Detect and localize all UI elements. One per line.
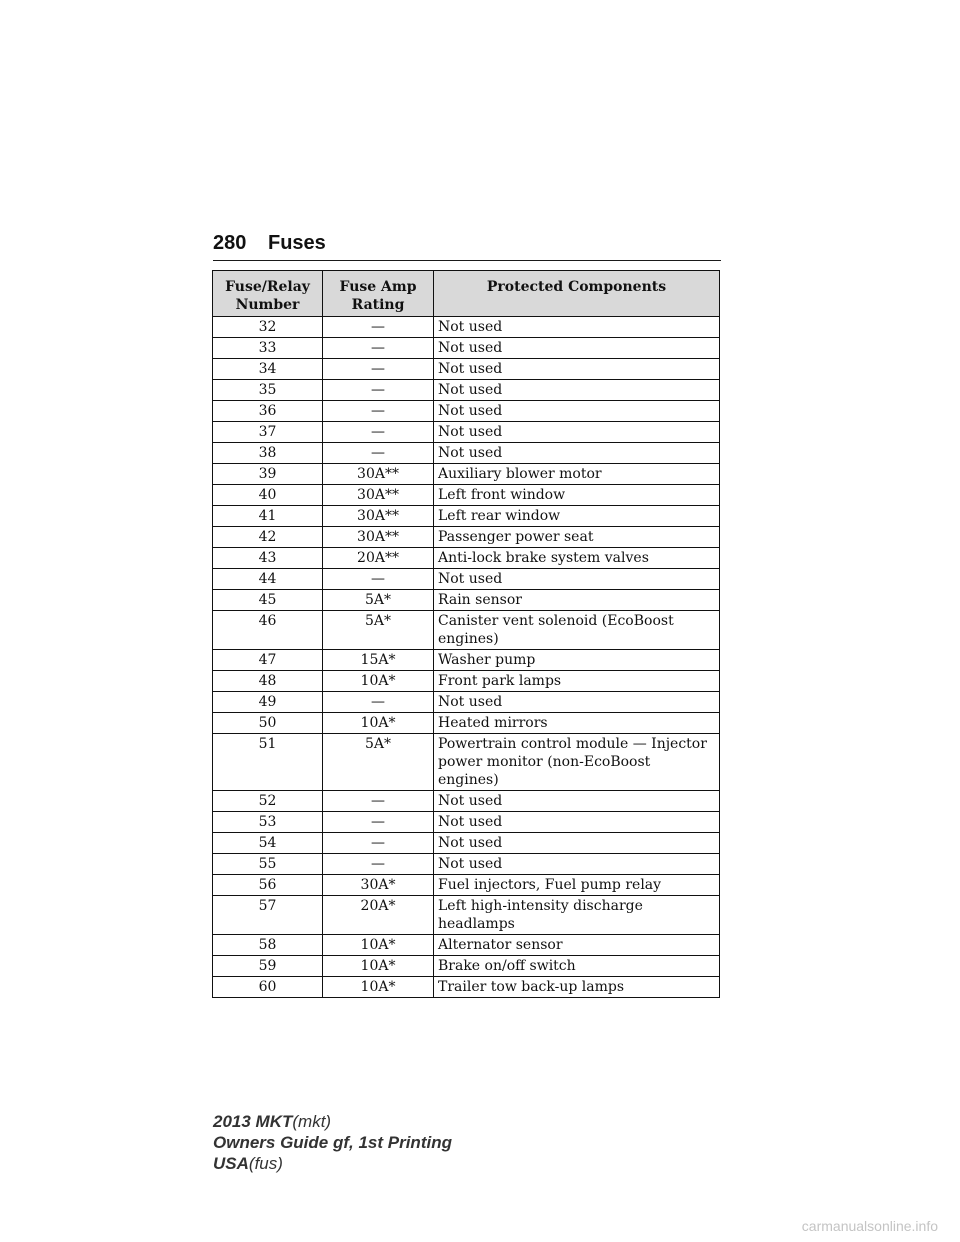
protected-component-cell: Left high-intensity discharge headlamps bbox=[434, 896, 720, 935]
table-row bbox=[213, 569, 720, 590]
fuse-rating-cell: 30A** bbox=[323, 527, 434, 548]
fuse-number-cell: 39 bbox=[213, 464, 323, 485]
protected-component-cell: Powertrain control module — Injector power monitor (non-EcoBoost engines) bbox=[434, 734, 720, 791]
protected-component-cell: Anti-lock brake system valves bbox=[434, 548, 720, 569]
fuse-rating-cell: — bbox=[323, 812, 434, 833]
footer-line-1: 2013 MKT(mkt) bbox=[213, 1112, 332, 1131]
protected-component-cell: Not used bbox=[434, 569, 720, 590]
protected-component-cell: Brake on/off switch bbox=[434, 956, 720, 977]
fuse-rating-cell: 30A** bbox=[323, 485, 434, 506]
table-row bbox=[213, 671, 720, 692]
fuse-number-cell: 56 bbox=[213, 875, 323, 896]
table-row bbox=[213, 527, 720, 548]
fuse-rating-cell: 20A** bbox=[323, 548, 434, 569]
fuse-rating-cell: — bbox=[323, 854, 434, 875]
table-row bbox=[213, 713, 720, 734]
header-fuse-amp-rating: Fuse Amp Rating bbox=[323, 271, 434, 317]
table-row bbox=[213, 611, 720, 650]
table-row bbox=[213, 692, 720, 713]
protected-component-cell: Washer pump bbox=[434, 650, 720, 671]
fuse-rating-cell: — bbox=[323, 338, 434, 359]
fuse-rating-cell: — bbox=[323, 317, 434, 338]
protected-component-cell: Not used bbox=[434, 443, 720, 464]
table-row bbox=[213, 380, 720, 401]
table-row bbox=[213, 875, 720, 896]
fuse-rating-cell: 10A* bbox=[323, 977, 434, 998]
fuse-number-cell: 54 bbox=[213, 833, 323, 854]
fuse-rating-cell: — bbox=[323, 380, 434, 401]
footer-line-2: Owners Guide gf, 1st Printing bbox=[213, 1133, 452, 1152]
table-row bbox=[213, 791, 720, 812]
fuse-number-cell: 50 bbox=[213, 713, 323, 734]
fuse-number-cell: 45 bbox=[213, 590, 323, 611]
fuse-rating-cell: 20A* bbox=[323, 896, 434, 935]
protected-component-cell: Passenger power seat bbox=[434, 527, 720, 548]
fuse-number-cell: 60 bbox=[213, 977, 323, 998]
fuse-number-cell: 49 bbox=[213, 692, 323, 713]
protected-component-cell: Not used bbox=[434, 422, 720, 443]
fuse-number-cell: 38 bbox=[213, 443, 323, 464]
fuse-rating-cell: — bbox=[323, 791, 434, 812]
fuse-number-cell: 36 bbox=[213, 401, 323, 422]
protected-component-cell: Not used bbox=[434, 401, 720, 422]
fuse-number-cell: 43 bbox=[213, 548, 323, 569]
table-row bbox=[213, 422, 720, 443]
protected-component-cell: Trailer tow back-up lamps bbox=[434, 977, 720, 998]
protected-component-cell: Canister vent solenoid (EcoBoost engines) bbox=[434, 611, 720, 650]
table-row bbox=[213, 317, 720, 338]
protected-component-cell: Not used bbox=[434, 791, 720, 812]
fuse-rating-cell: — bbox=[323, 443, 434, 464]
protected-component-cell: Auxiliary blower motor bbox=[434, 464, 720, 485]
fuse-number-cell: 47 bbox=[213, 650, 323, 671]
fuse-rating-cell: — bbox=[323, 692, 434, 713]
fuse-rating-cell: 10A* bbox=[323, 956, 434, 977]
fuse-number-cell: 35 bbox=[213, 380, 323, 401]
fuse-number-cell: 46 bbox=[213, 611, 323, 650]
fuse-rating-cell: 5A* bbox=[323, 734, 434, 791]
protected-component-cell: Not used bbox=[434, 380, 720, 401]
table-row bbox=[213, 833, 720, 854]
page-header bbox=[213, 230, 721, 261]
protected-component-cell: Left rear window bbox=[434, 506, 720, 527]
table-row bbox=[213, 650, 720, 671]
fuse-number-cell: 34 bbox=[213, 359, 323, 380]
protected-component-cell: Left front window bbox=[434, 485, 720, 506]
fuse-rating-cell: 5A* bbox=[323, 590, 434, 611]
protected-component-cell: Heated mirrors bbox=[434, 713, 720, 734]
fuse-rating-cell: 10A* bbox=[323, 935, 434, 956]
table-row bbox=[213, 590, 720, 611]
fuse-number-cell: 40 bbox=[213, 485, 323, 506]
table-row bbox=[213, 854, 720, 875]
protected-component-cell: Not used bbox=[434, 812, 720, 833]
protected-component-cell: Fuel injectors, Fuel pump relay bbox=[434, 875, 720, 896]
table-row bbox=[213, 812, 720, 833]
fuse-rating-cell: — bbox=[323, 422, 434, 443]
table-row bbox=[213, 734, 720, 791]
fuse-rating-cell: 30A** bbox=[323, 464, 434, 485]
table-row bbox=[213, 464, 720, 485]
fuse-number-cell: 52 bbox=[213, 791, 323, 812]
fuse-rating-cell: 15A* bbox=[323, 650, 434, 671]
table-row bbox=[213, 548, 720, 569]
fuse-number-cell: 57 bbox=[213, 896, 323, 935]
page-number: 280 bbox=[213, 232, 247, 254]
watermark: carmanualsonline.info bbox=[801, 1218, 938, 1234]
footer-line-3: USA(fus) bbox=[213, 1154, 283, 1173]
document-footer bbox=[213, 1111, 452, 1174]
table-row bbox=[213, 935, 720, 956]
table-row bbox=[213, 401, 720, 422]
table-row bbox=[213, 359, 720, 380]
fuse-number-cell: 51 bbox=[213, 734, 323, 791]
header-fuse-relay-number: Fuse/Relay Number bbox=[213, 271, 323, 317]
header-protected-components: Protected Components bbox=[434, 271, 720, 317]
protected-component-cell: Not used bbox=[434, 833, 720, 854]
fuse-table-body bbox=[213, 317, 720, 998]
table-row bbox=[213, 443, 720, 464]
fuse-number-cell: 48 bbox=[213, 671, 323, 692]
fuse-rating-cell: — bbox=[323, 401, 434, 422]
fuse-rating-cell: — bbox=[323, 359, 434, 380]
fuse-number-cell: 33 bbox=[213, 338, 323, 359]
table-header-row bbox=[213, 271, 720, 317]
protected-component-cell: Alternator sensor bbox=[434, 935, 720, 956]
fuse-rating-cell: 30A** bbox=[323, 506, 434, 527]
fuse-number-cell: 53 bbox=[213, 812, 323, 833]
fuse-rating-cell: 10A* bbox=[323, 671, 434, 692]
table-row bbox=[213, 506, 720, 527]
fuse-rating-cell: 30A* bbox=[323, 875, 434, 896]
section-title: Fuses bbox=[268, 232, 326, 254]
protected-component-cell: Not used bbox=[434, 854, 720, 875]
fuse-number-cell: 44 bbox=[213, 569, 323, 590]
protected-component-cell: Rain sensor bbox=[434, 590, 720, 611]
protected-component-cell: Not used bbox=[434, 317, 720, 338]
protected-component-cell: Not used bbox=[434, 338, 720, 359]
table-row bbox=[213, 956, 720, 977]
protected-component-cell: Not used bbox=[434, 692, 720, 713]
fuse-rating-cell: — bbox=[323, 833, 434, 854]
protected-component-cell: Front park lamps bbox=[434, 671, 720, 692]
fuse-number-cell: 58 bbox=[213, 935, 323, 956]
fuse-rating-cell: 10A* bbox=[323, 713, 434, 734]
table-row bbox=[213, 485, 720, 506]
table-row bbox=[213, 977, 720, 998]
fuse-number-cell: 37 bbox=[213, 422, 323, 443]
protected-component-cell: Not used bbox=[434, 359, 720, 380]
fuse-rating-cell: — bbox=[323, 569, 434, 590]
fuse-number-cell: 55 bbox=[213, 854, 323, 875]
fuse-rating-cell: 5A* bbox=[323, 611, 434, 650]
fuse-table bbox=[212, 270, 720, 998]
fuse-number-cell: 59 bbox=[213, 956, 323, 977]
table-row bbox=[213, 338, 720, 359]
fuse-number-cell: 42 bbox=[213, 527, 323, 548]
table-row bbox=[213, 896, 720, 935]
fuse-number-cell: 41 bbox=[213, 506, 323, 527]
fuse-number-cell: 32 bbox=[213, 317, 323, 338]
